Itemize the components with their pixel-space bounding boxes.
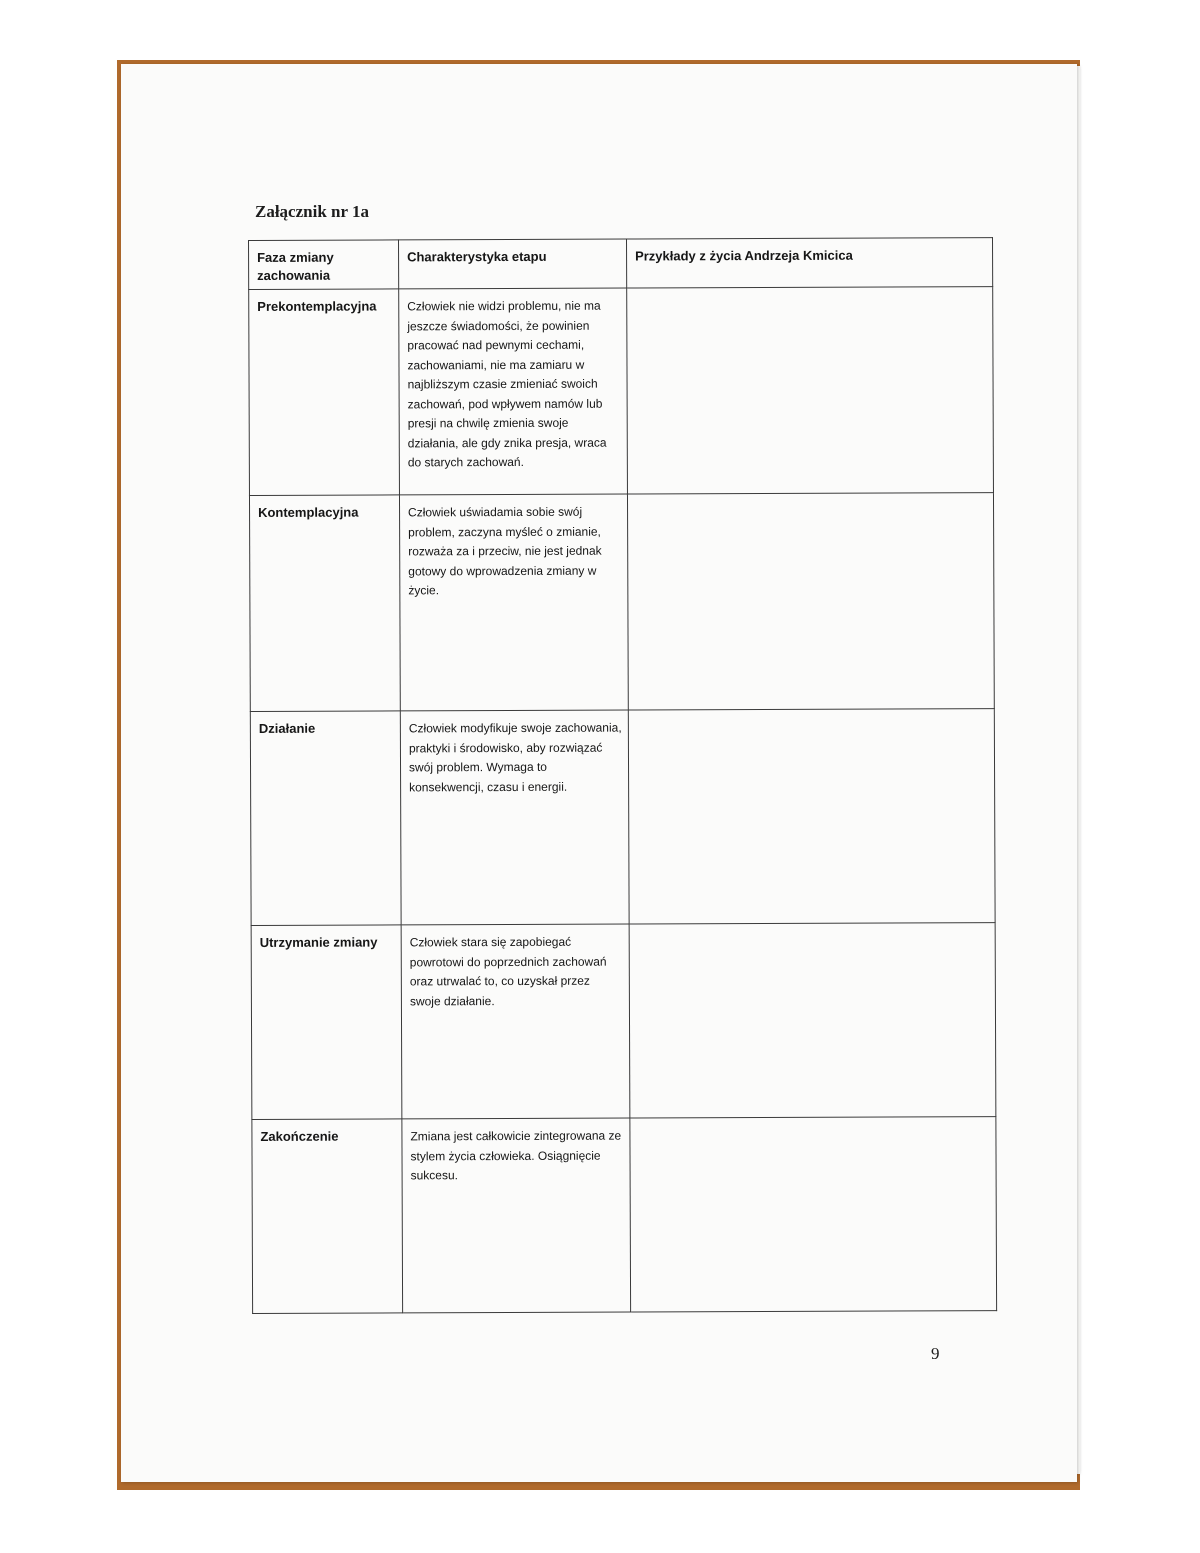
- phase-name-cell: Prekontemplacyjna: [249, 289, 400, 496]
- table-row: [249, 287, 994, 496]
- phase-description-cell: Zmiana jest całkowicie zintegrowana ze stylem życia człowieka. Osiągnięcie sukcesu.: [402, 1118, 631, 1313]
- examples-cell[interactable]: [628, 709, 995, 924]
- phase-name-cell: Utrzymanie zmiany: [251, 925, 402, 1120]
- behavior-change-table: [248, 237, 997, 1314]
- phase-name-cell: Działanie: [250, 711, 401, 926]
- phase-description-cell: Człowiek uświadamia sobie swój problem, zaczyna myśleć o zmianie, rozważa za i przeciw, nie jest jednak gotowy do wprowadzenia zmiany w życie.: [399, 494, 628, 711]
- page-number: 9: [931, 1344, 940, 1363]
- header-examples: Przykłady z życia Andrzeja Kmicica: [626, 238, 992, 288]
- header-description: Charakterystyka etapu: [399, 239, 627, 289]
- examples-cell[interactable]: [629, 923, 996, 1118]
- phase-description-cell: Człowiek nie widzi problemu, nie ma jeszcze świadomości, że powinien pracować nad pewnymi cechami, zachowaniami, nie ma zamiaru w najbliższym czasie zmieniać swoich zachowań, pod wpływem namów lub presji na chwilę zmienia swoje działania, ale gdy znika presja, wraca do starych zachowań.: [399, 288, 628, 495]
- phase-name-cell: Zakończenie: [252, 1119, 403, 1314]
- phase-description-cell: Człowiek stara się zapobiegać powrotowi do poprzednich zachowań oraz utrwalać to, co uzyskał przez swoje działanie.: [401, 924, 630, 1119]
- table-row: [249, 493, 994, 712]
- examples-cell[interactable]: [627, 287, 994, 494]
- examples-cell[interactable]: [627, 493, 994, 710]
- examples-cell[interactable]: [630, 1117, 997, 1312]
- attachment-title: Załącznik nr 1a: [255, 202, 369, 221]
- table-row: [250, 709, 995, 926]
- table-header-row: [249, 238, 993, 290]
- header-phase: Faza zmiany zachowania: [249, 240, 399, 290]
- phase-name-cell: Kontemplacyjna: [249, 495, 400, 712]
- phase-description-cell: Człowiek modyfikuje swoje zachowania, praktyki i środowisko, aby rozwiązać swój problem. Wymaga to konsekwencji, czasu i energii.: [400, 710, 629, 925]
- table-row: [251, 923, 996, 1120]
- table-row: [252, 1117, 997, 1314]
